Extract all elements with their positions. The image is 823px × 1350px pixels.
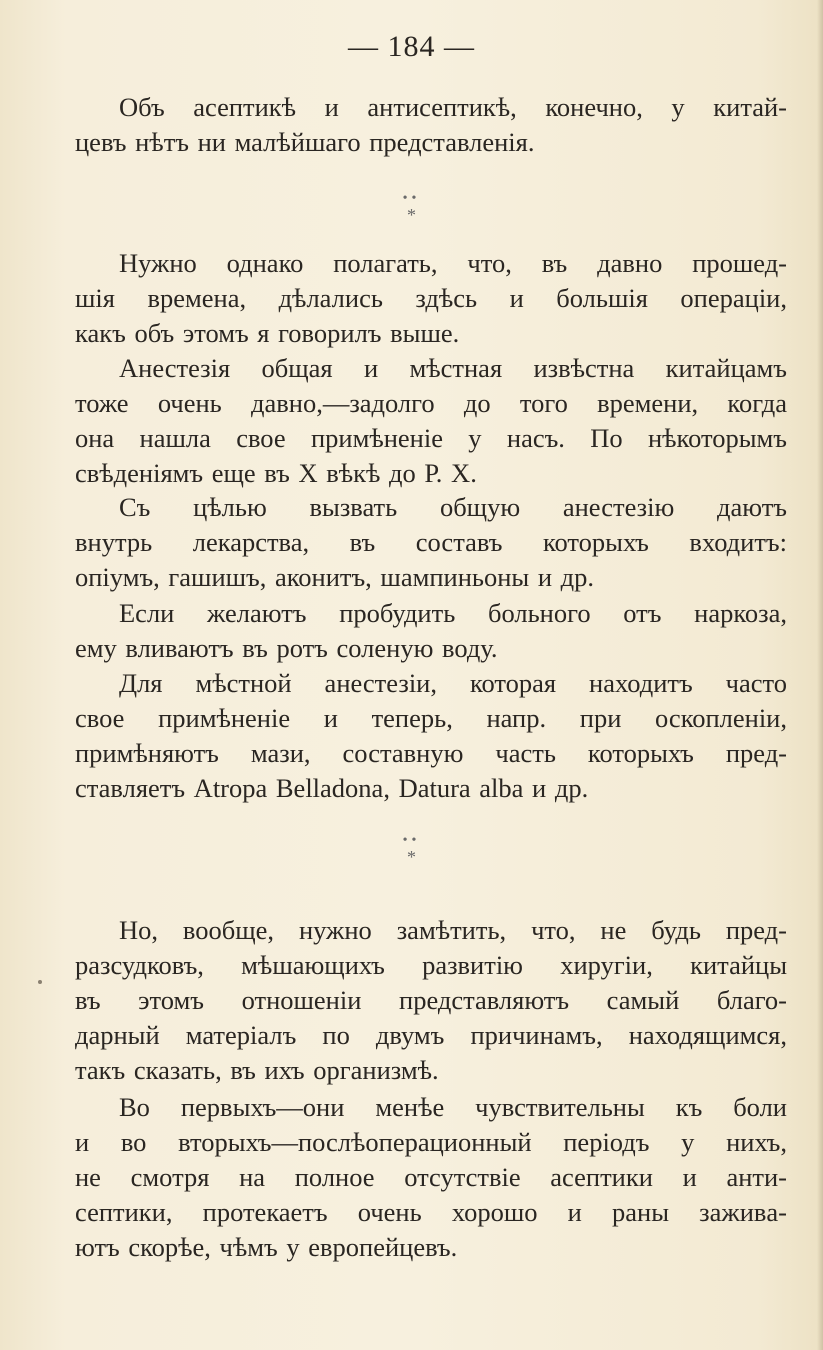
paragraph-prejudices — [75, 913, 787, 1088]
text-line: Объ асептикѣ и антисептикѣ, конечно, у китай- — [119, 92, 787, 122]
text-line: тоже очень давно,—задолго до того времени, когда — [75, 388, 787, 418]
text-line: и во вторыхъ—послѣоперационный періодъ у нихъ, — [75, 1127, 787, 1157]
text-line: цевъ нѣтъ ни малѣйшаго представленія. — [75, 127, 535, 157]
text-line: ютъ скорѣе, чѣмъ у европейцевъ. — [75, 1232, 458, 1262]
text-line: Но, вообще, нужно замѣтить, что, не будь пред- — [119, 915, 787, 945]
paragraph-reasons — [75, 1090, 787, 1265]
separator-asterisk: * — [407, 205, 416, 225]
text-line: свое примѣненіе и теперь, напр. при оскопленіи, — [75, 703, 787, 733]
text-line: не смотря на полное отсутствіе асептики и анти- — [75, 1162, 787, 1192]
section-separator — [0, 192, 823, 224]
paper-speck — [38, 980, 42, 984]
text-line: ему вливаютъ въ ротъ соленую воду. — [75, 633, 498, 663]
text-line: Для мѣстной анестезіи, которая находитъ часто — [119, 668, 787, 698]
text-line: свѣденіямъ еще въ X вѣкѣ до Р. Х. — [75, 458, 477, 488]
text-line: септики, протекаетъ очень хорошо и раны заживa- — [75, 1197, 787, 1227]
text-line: какъ объ этомъ я говорилъ выше. — [75, 318, 460, 348]
separator-asterisk: * — [407, 847, 416, 867]
paragraph-anesthesia — [75, 351, 787, 491]
text-line: внутрь лекарства, въ составъ которыхъ входитъ: — [75, 527, 787, 557]
paragraph-general-anesthesia — [75, 490, 787, 595]
text-line: Во первыхъ—они менѣе чувствительны къ боли — [119, 1092, 787, 1122]
paragraph-operations — [75, 246, 787, 351]
text-line: опіумъ, гашишъ, аконитъ, шампиньоны и др. — [75, 562, 595, 592]
text-line: примѣняютъ мази, составную часть которыхъ пред- — [75, 738, 787, 768]
text-line: Съ цѣлью вызвать общую анестезію даютъ — [119, 492, 787, 522]
section-separator — [0, 834, 823, 866]
text-line: разсудковъ, мѣшающихъ развитію хиругіи, китайцы — [75, 950, 787, 980]
text-line: Нужно однако полагать, что, въ давно прошед- — [119, 248, 787, 278]
text-line: Если желаютъ пробудить больного отъ наркоза, — [119, 598, 787, 628]
paragraph-local-anesthesia — [75, 666, 787, 806]
text-line: въ этомъ отношеніи представляютъ самый благо- — [75, 985, 787, 1015]
text-line: Анестезія общая и мѣстная извѣстна китайцамъ — [119, 353, 787, 383]
separator-dots: •• — [402, 833, 421, 848]
paragraph-narcosis — [75, 596, 787, 666]
paragraph-asepsis — [75, 90, 787, 160]
text-line: она нашла свое примѣненіе у насъ. По нѣкоторымъ — [75, 423, 787, 453]
text-line: такъ сказать, въ ихъ организмѣ. — [75, 1055, 439, 1085]
text-line: шія времена, дѣлались здѣсь и большія операціи, — [75, 283, 787, 313]
page-number: — 184 — — [348, 30, 475, 63]
text-line: дарный матеріалъ по двумъ причинамъ, находящимся, — [75, 1020, 787, 1050]
text-line: ставляетъ Atropa Belladona, Datura alba и др. — [75, 773, 589, 803]
separator-dots: •• — [402, 191, 421, 206]
